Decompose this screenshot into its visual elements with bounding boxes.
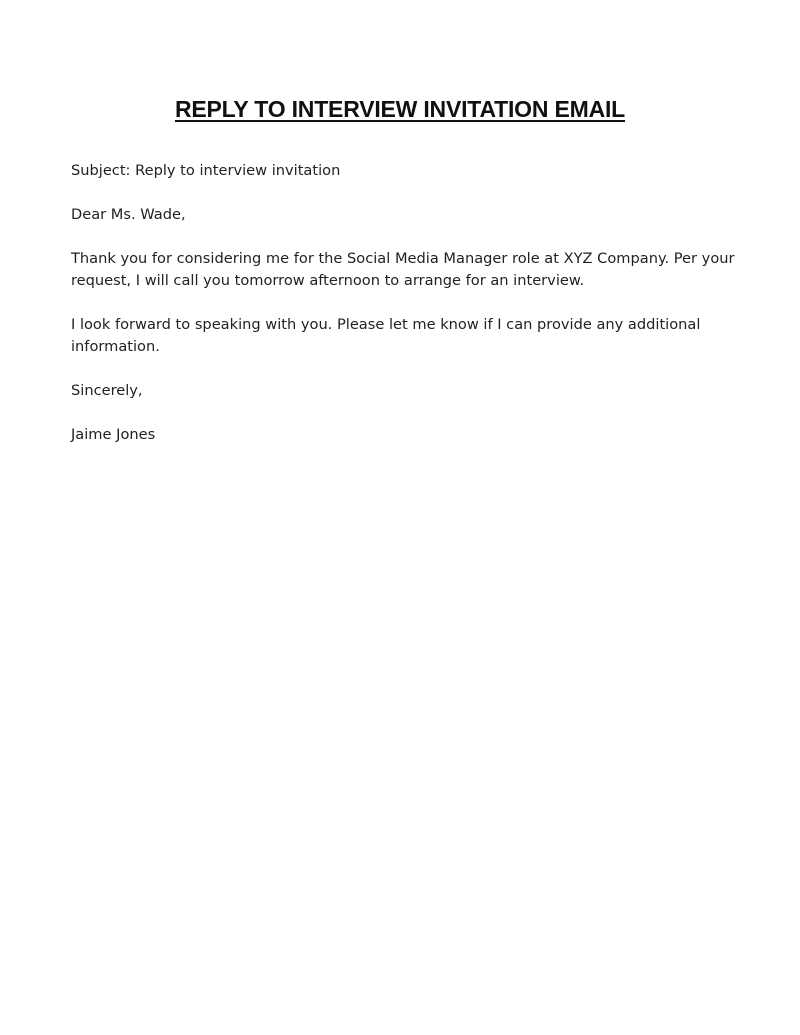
email-paragraph-1: Thank you for considering me for the Social Media Manager role at XYZ Company. Per your request, I will call you tomorrow afternoon to arrange for an interview. xyxy=(71,250,735,289)
email-greeting: Dear Ms. Wade, xyxy=(71,206,186,223)
email-signature: Jaime Jones xyxy=(71,426,156,443)
document-title-text: REPLY TO INTERVIEW INVITATION EMAIL xyxy=(174,96,626,122)
email-body xyxy=(71,160,741,468)
email-paragraph-2: I look forward to speaking with you. Please let me know if I can provide any additional information. xyxy=(71,316,701,355)
email-subject: Subject: Reply to interview invitation xyxy=(71,162,341,179)
email-closing: Sincerely, xyxy=(71,382,143,399)
document-title xyxy=(0,93,800,125)
